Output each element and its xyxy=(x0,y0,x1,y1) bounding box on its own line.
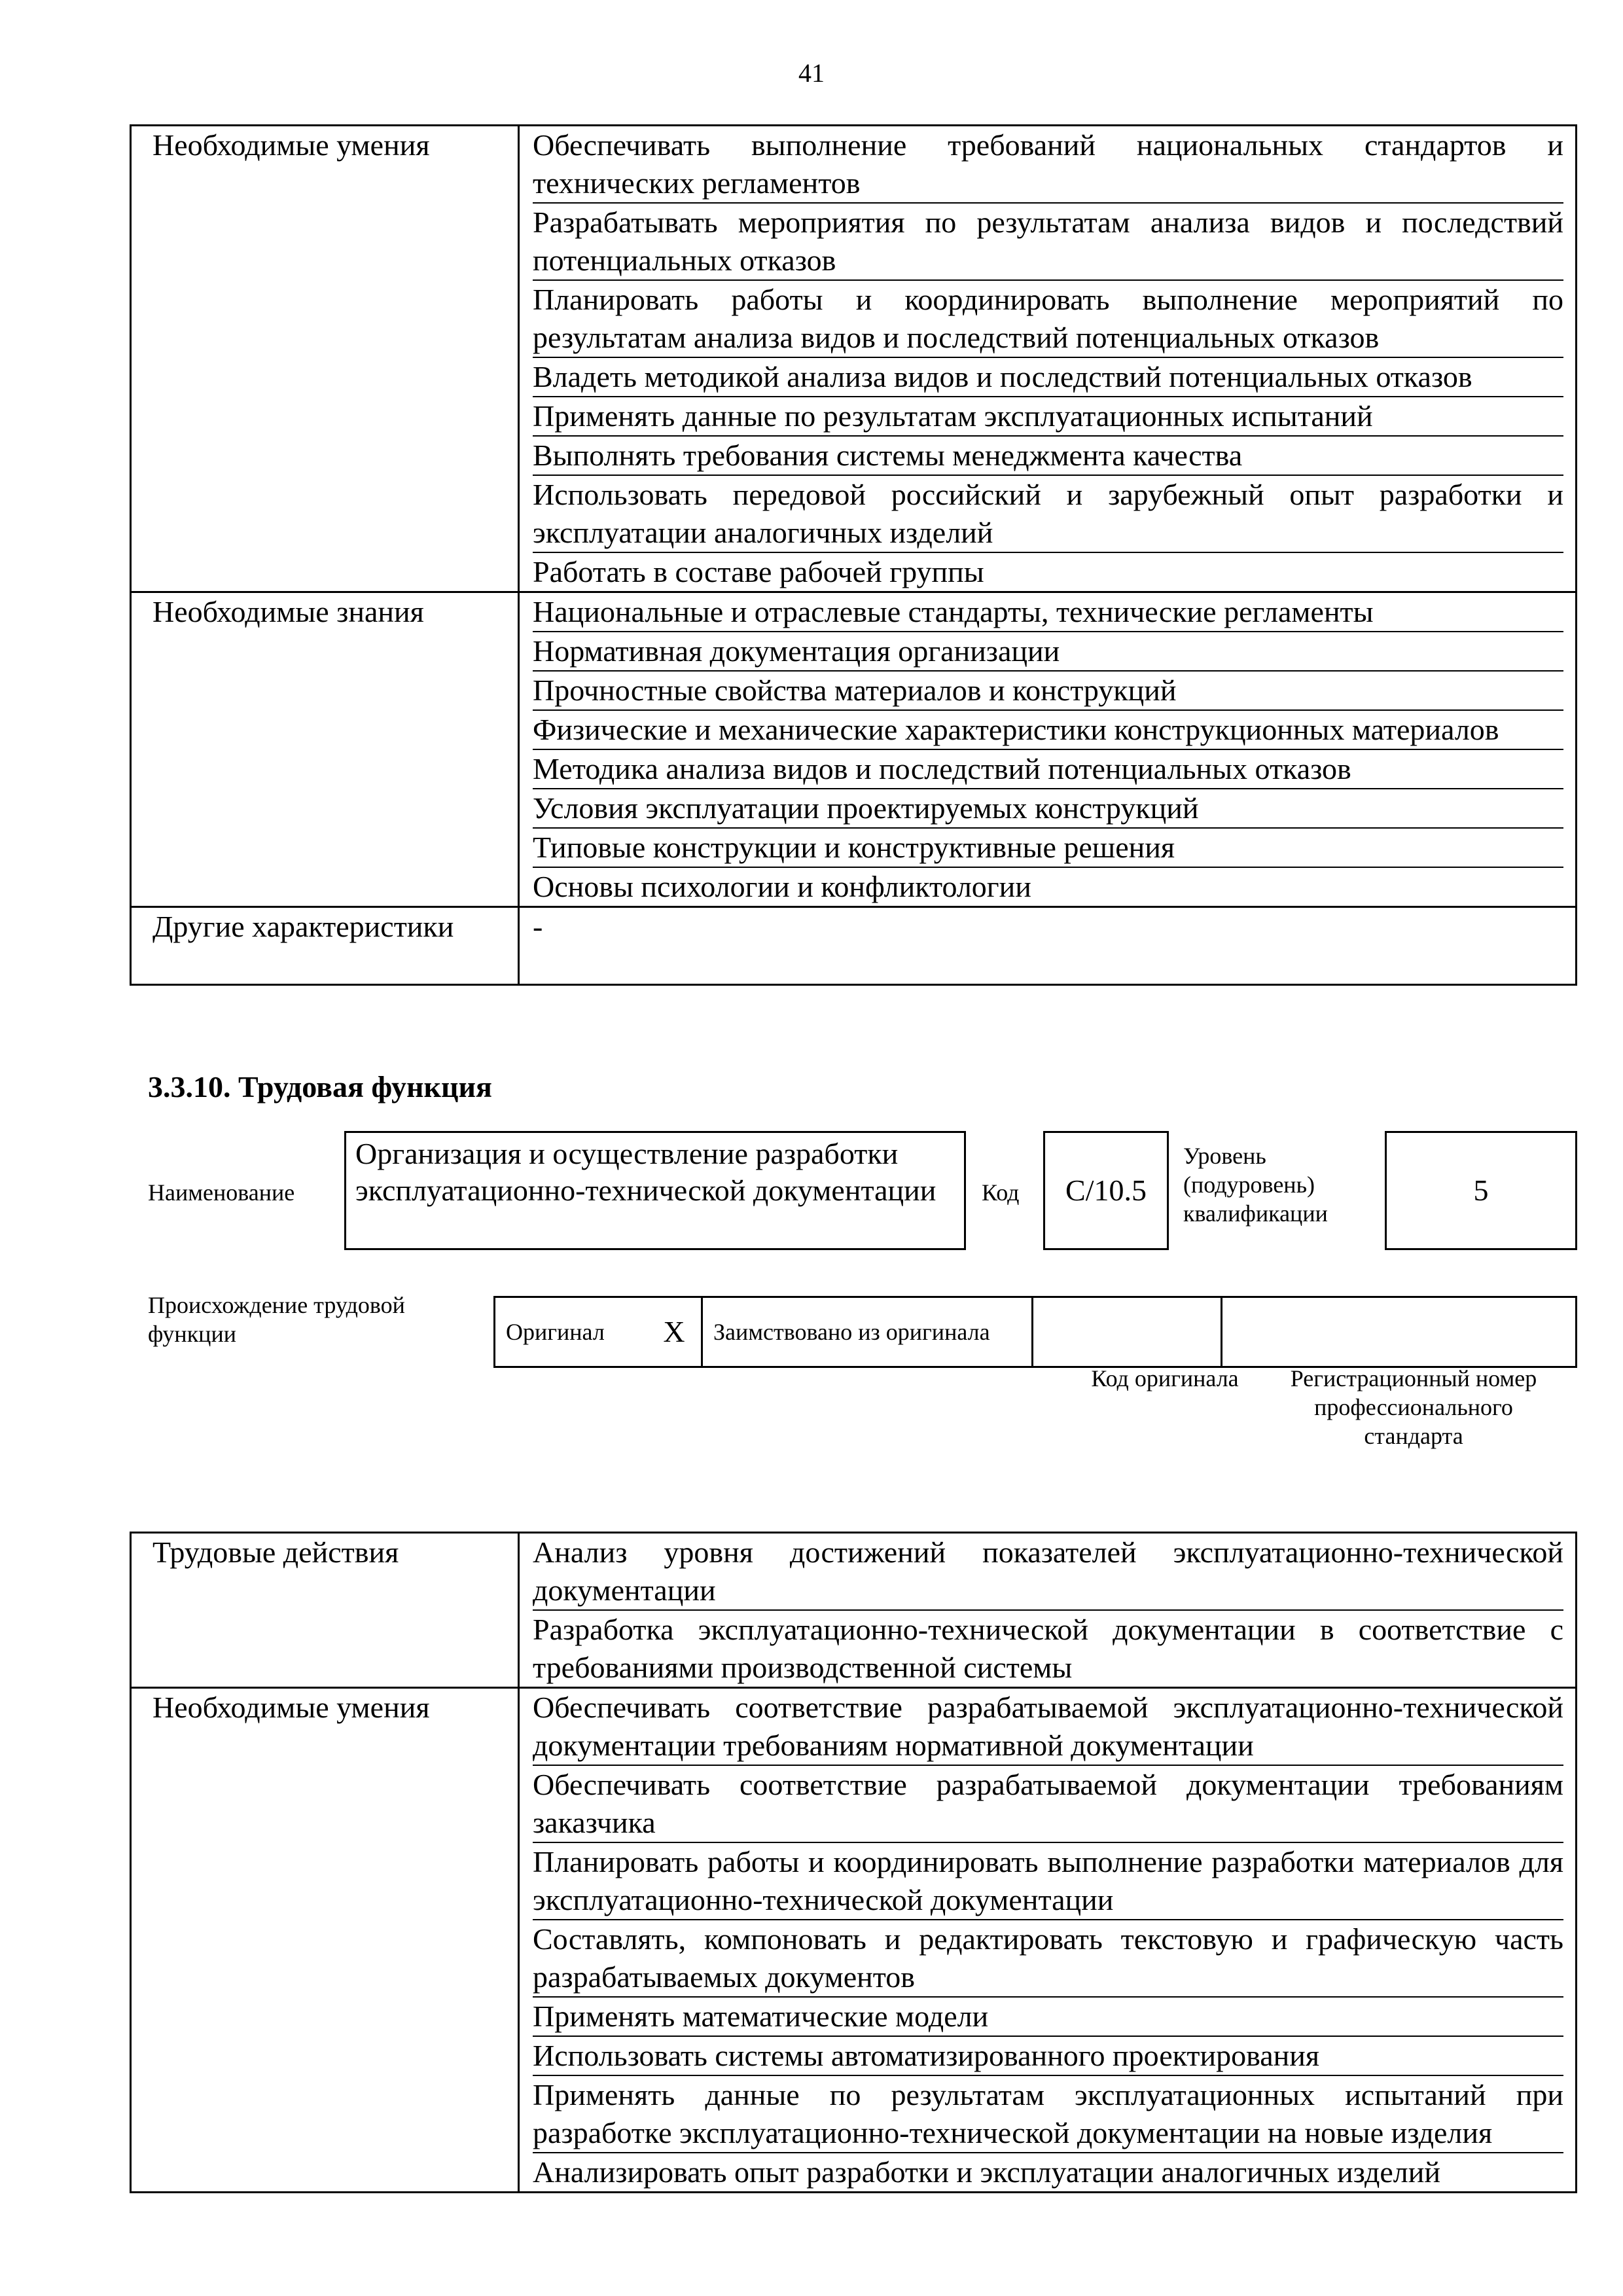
list-item: Выполнять требования системы менеджмента качества xyxy=(533,437,1563,476)
function-name-box xyxy=(344,1131,966,1250)
list-item: Планировать работы и координировать выполнение разработки материалов для эксплуатационно-технической документации xyxy=(533,1843,1563,1920)
list-item: Использовать передовой российский и зарубежный опыт разработки и эксплуатации аналогичных изделий xyxy=(533,476,1563,553)
list-item: Планировать работы и координировать выполнение мероприятий по результатам анализа видов и последствий потенциальных отказов xyxy=(533,281,1563,358)
row-items xyxy=(519,907,1577,985)
list-item: Обеспечивать соответствие разрабатываемой эксплуатационно-технической документации требованиям нормативной документации xyxy=(533,1689,1563,1766)
list-item: Типовые конструкции и конструктивные решения xyxy=(533,829,1563,868)
list-item: Применять математические модели xyxy=(533,1998,1563,2037)
list-item: Применять данные по результатам эксплуатационных испытаний xyxy=(533,397,1563,437)
table-row xyxy=(131,592,1577,907)
list-item: Разработка эксплуатационно-технической документации в соответствие с требованиями производственной системы xyxy=(533,1613,1563,1684)
list-item: Нормативная документация организации xyxy=(533,632,1563,672)
row-label: Необходимые умения xyxy=(131,1688,519,2193)
list-item: Обеспечивать выполнение требований национальных стандартов и технических регламентов xyxy=(533,126,1563,204)
list-item: Физические и механические характеристики конструкционных материалов xyxy=(533,711,1563,750)
row-label: Другие характеристики xyxy=(131,907,519,985)
row-items xyxy=(519,126,1577,592)
list-item: Национальные и отраслевые стандарты, технические регламенты xyxy=(533,593,1563,632)
competency-table-bottom xyxy=(130,1532,1577,2193)
list-item: Основы психологии и конфликтологии xyxy=(533,870,1031,903)
row-label: Трудовые действия xyxy=(131,1533,519,1688)
function-name: Организация и осуществление разработки эксплуатационно-технической документации xyxy=(355,1137,936,1207)
name-label: Наименование xyxy=(148,1179,295,1206)
level-box xyxy=(1385,1131,1577,1250)
list-item: Анализировать опыт разработки и эксплуатации аналогичных изделий xyxy=(533,2155,1440,2189)
reg-number-cell xyxy=(1222,1297,1577,1367)
reg-number-caption: Регистрационный номер профессионального стандарта xyxy=(1290,1365,1537,1449)
original-mark: X xyxy=(647,1297,702,1367)
list-item: Применять данные по результатам эксплуатационных испытаний при разработке эксплуатационно-технической документации на новые изделия xyxy=(533,2076,1563,2153)
list-item: Составлять, компоновать и редактировать текстовую и графическую часть разрабатываемых документов xyxy=(533,1920,1563,1998)
level-label: Уровень (подуровень) квалификации xyxy=(1183,1143,1328,1227)
list-item: Условия эксплуатации проектируемых конструкций xyxy=(533,789,1563,829)
level-value: 5 xyxy=(1473,1174,1489,1207)
row-label: Необходимые знания xyxy=(131,592,519,907)
origin-label: Происхождение трудовой функции xyxy=(148,1292,405,1347)
section-title: 3.3.10. Трудовая функция xyxy=(148,1070,492,1103)
code-label: Код xyxy=(982,1179,1020,1206)
list-item: Владеть методикой анализа видов и последствий потенциальных отказов xyxy=(533,358,1563,397)
origin-table xyxy=(493,1296,1577,1368)
list-item: Обеспечивать соответствие разрабатываемой документации требованиям заказчика xyxy=(533,1766,1563,1843)
list-item: Использовать системы автоматизированного проектирования xyxy=(533,2037,1563,2076)
competency-table-top xyxy=(130,124,1577,986)
list-item: - xyxy=(533,910,543,943)
original-label: Оригинал xyxy=(495,1297,648,1367)
list-item: Анализ уровня достижений показателей эксплуатационно-технической документации xyxy=(533,1534,1563,1611)
list-item: Разрабатывать мероприятия по результатам анализа видов и последствий потенциальных отказов xyxy=(533,204,1563,281)
table-row xyxy=(131,907,1577,985)
row-label: Необходимые умения xyxy=(131,126,519,592)
row-items xyxy=(519,592,1577,907)
borrowed-label: Заимствовано из оригинала xyxy=(702,1297,1033,1367)
table-row xyxy=(131,1533,1577,1688)
list-item: Работать в составе рабочей группы xyxy=(533,555,984,588)
table-row xyxy=(131,1688,1577,2193)
row-items xyxy=(519,1688,1577,2193)
code-original-caption: Код оригинала xyxy=(1091,1365,1239,1391)
list-item: Методика анализа видов и последствий потенциальных отказов xyxy=(533,750,1563,789)
list-item: Прочностные свойства материалов и конструкций xyxy=(533,672,1563,711)
table-row xyxy=(131,126,1577,592)
code-box xyxy=(1043,1131,1169,1250)
code-value: C/10.5 xyxy=(1065,1174,1147,1207)
page-number: 41 xyxy=(798,58,825,88)
code-original-cell xyxy=(1033,1297,1222,1367)
row-items xyxy=(519,1533,1577,1688)
